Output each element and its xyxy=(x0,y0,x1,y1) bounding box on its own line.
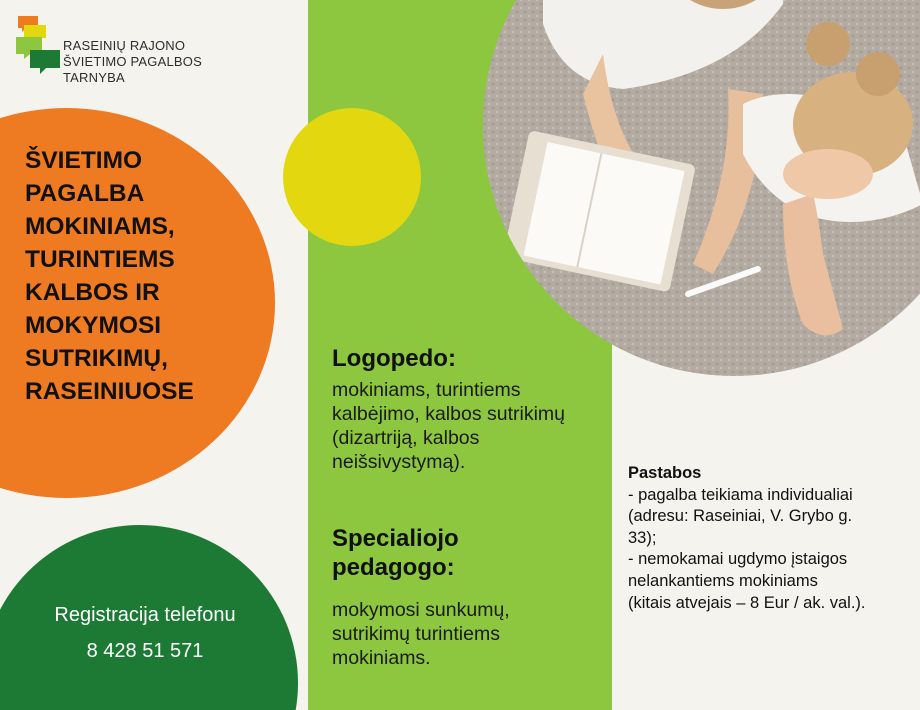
speech-bubbles-logo-icon xyxy=(16,16,62,82)
headline-line: KALBOS IR xyxy=(25,279,160,306)
notes-line: 33); xyxy=(628,528,657,547)
title-line: pedagogo: xyxy=(332,554,455,581)
organization-name-line: ŠVIETIMO PAGALBOS xyxy=(63,54,202,69)
description-line: mokiniams. xyxy=(332,647,431,669)
organization-name-line: RASEINIŲ RAJONO xyxy=(63,38,186,53)
headline-line: SUTRIKIMŲ, xyxy=(25,345,168,372)
description-line: sutrikimų turintiems xyxy=(332,623,500,645)
description-line: mokiniams, turintiems xyxy=(332,379,521,401)
speech-therapist-description xyxy=(332,378,565,474)
headline-line: ŠVIETIMO xyxy=(25,147,143,174)
notes-heading: Pastabos xyxy=(628,464,702,482)
organization-logo xyxy=(16,16,62,87)
notes-line: - nemokamai ugdymo įstaigos xyxy=(628,550,848,569)
description-line: kalbėjimo, kalbos sutrikimų xyxy=(332,403,566,425)
description-line: mokymosi sunkumų, xyxy=(332,599,510,621)
organization-name-line: TARNYBA xyxy=(63,70,125,85)
headline-line: PAGALBA xyxy=(25,180,145,207)
notes-line: (adresu: Raseiniai, V. Grybo g. xyxy=(628,507,853,526)
speech-therapist-title: Logopedo: xyxy=(332,345,456,372)
notes-line: (kitais atvejais – 8 Eur / ak. val.). xyxy=(628,593,866,612)
registration-label: Registracija telefonu xyxy=(54,604,236,626)
headline-line: TURINTIEMS xyxy=(25,246,175,273)
organization-name xyxy=(63,38,202,86)
registration-phone: 8 428 51 571 xyxy=(86,640,204,662)
yellow-circle xyxy=(283,108,421,246)
description-line: (dizartriją, kalbos xyxy=(332,427,480,449)
headline-line: MOKINIAMS, xyxy=(25,213,175,240)
notes xyxy=(628,463,866,614)
headline-line: RASEINIUOSE xyxy=(25,378,194,405)
headline-line: MOKYMOSI xyxy=(25,312,162,339)
description-line: neišsivystymą). xyxy=(332,451,466,473)
title-line: Specialiojo xyxy=(332,525,459,552)
special-pedagogue-description xyxy=(332,598,510,670)
special-pedagogue-title xyxy=(332,524,459,582)
notes-line: - pagalba teikiama individualiai xyxy=(628,485,853,504)
poster-headline xyxy=(25,144,275,408)
notes-line: nelankantiems mokiniams xyxy=(628,571,818,590)
